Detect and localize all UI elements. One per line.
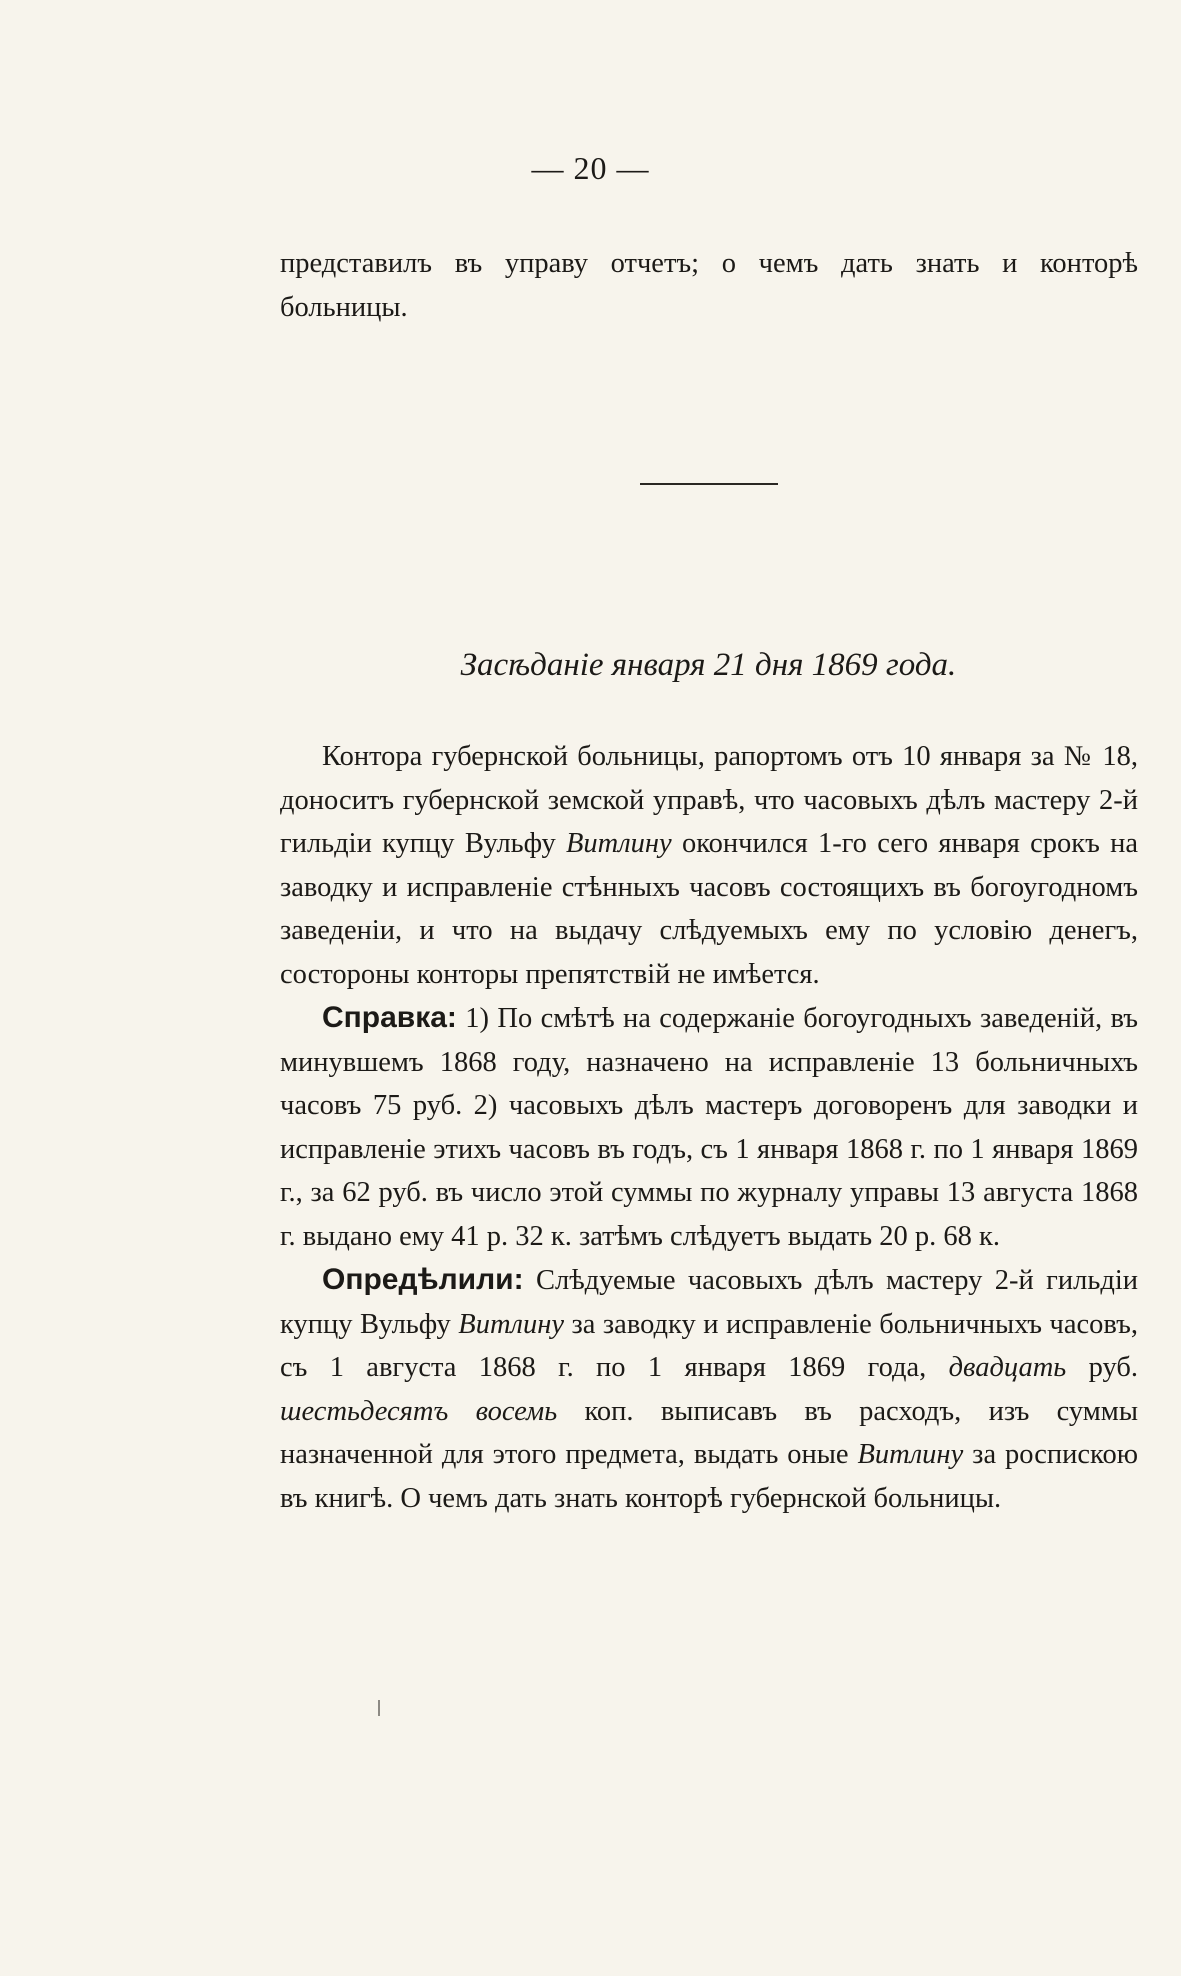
session-title: Засѣданіе января 21 дня 1869 года.: [460, 647, 957, 683]
intro-paragraph: [280, 242, 1138, 329]
resolution-text-4: коп. выписавъ въ расходъ, изъ суммы назначенной для этого предмета, выдать оные: [280, 1395, 1138, 1470]
report-paragraph: [280, 735, 1138, 996]
spravka-text: 1) По смѣтѣ на содержаніе богоугодныхъ заведеній, въ минувшемъ 1868 году, назначено на исправленіе 13 больничныхъ часовъ 75 руб. 2) часовыхъ дѣлъ мастеръ договоренъ для заводки и исправленіе этихъ часовъ въ годъ, съ 1 января 1868 г. по 1 января 1869 г., за 62 руб. въ число этой суммы по журналу управы 13 августа 1868 г. выдано ему 41 р. 32 к. затѣмъ слѣдуетъ выдать 20 р. 68 к.: [280, 1003, 1138, 1252]
spravka-label: Справка:: [322, 1001, 457, 1034]
resolution-text-5: за роспискою въ книгѣ. О чемъ дать знать конторѣ губернской больницы.: [280, 1439, 1138, 1514]
resolution-text-1: Слѣдуемые часовыхъ дѣлъ мастеру 2-й гильдіи купцу Вульфу: [280, 1265, 1138, 1340]
margin-mark: [378, 1700, 380, 1716]
resolution-label: Опредѣлили:: [322, 1263, 524, 1296]
resolution-amount-kop: шестьдесятъ восемь: [280, 1395, 558, 1427]
report-text-2: окончился 1-го сего января срокъ на заводку и исправленіе стѣнныхъ часовъ состоящихъ въ богоугодномъ заведеніи, и что на выдачу слѣдуемыхъ ему по условію денегъ, состороны конторы препятствій не имѣется.: [280, 828, 1138, 990]
intro-line-2: больницы.: [280, 291, 408, 323]
section-divider: [640, 483, 778, 485]
resolution-name-2: Витлину: [857, 1439, 964, 1470]
intro-line-1: представилъ въ управу отчетъ; о чемъ дать знать и конторѣ: [280, 248, 1138, 279]
page-number: — 20 —: [531, 150, 650, 186]
resolution-paragraph: [280, 1258, 1138, 1520]
session-body: [280, 735, 1138, 1520]
resolution-name-1: Витлину: [458, 1308, 565, 1340]
report-name: Витлину: [565, 828, 672, 859]
resolution-text-2: за заводку и исправленіе больничныхъ часовъ, съ 1 августа 1868 г. по 1 января 1869 года,: [280, 1308, 1138, 1383]
resolution-amount-rub: двадцать: [948, 1352, 1067, 1383]
spravka-paragraph: [280, 996, 1138, 1258]
report-text-1: Контора губернской больницы, рапортомъ отъ 10 января за № 18, доноситъ губернской земской управѣ, что часовыхъ дѣлъ мастеру 2-й гильдіи купцу Вульфу: [280, 741, 1138, 859]
resolution-text-3: руб.: [1066, 1352, 1138, 1383]
